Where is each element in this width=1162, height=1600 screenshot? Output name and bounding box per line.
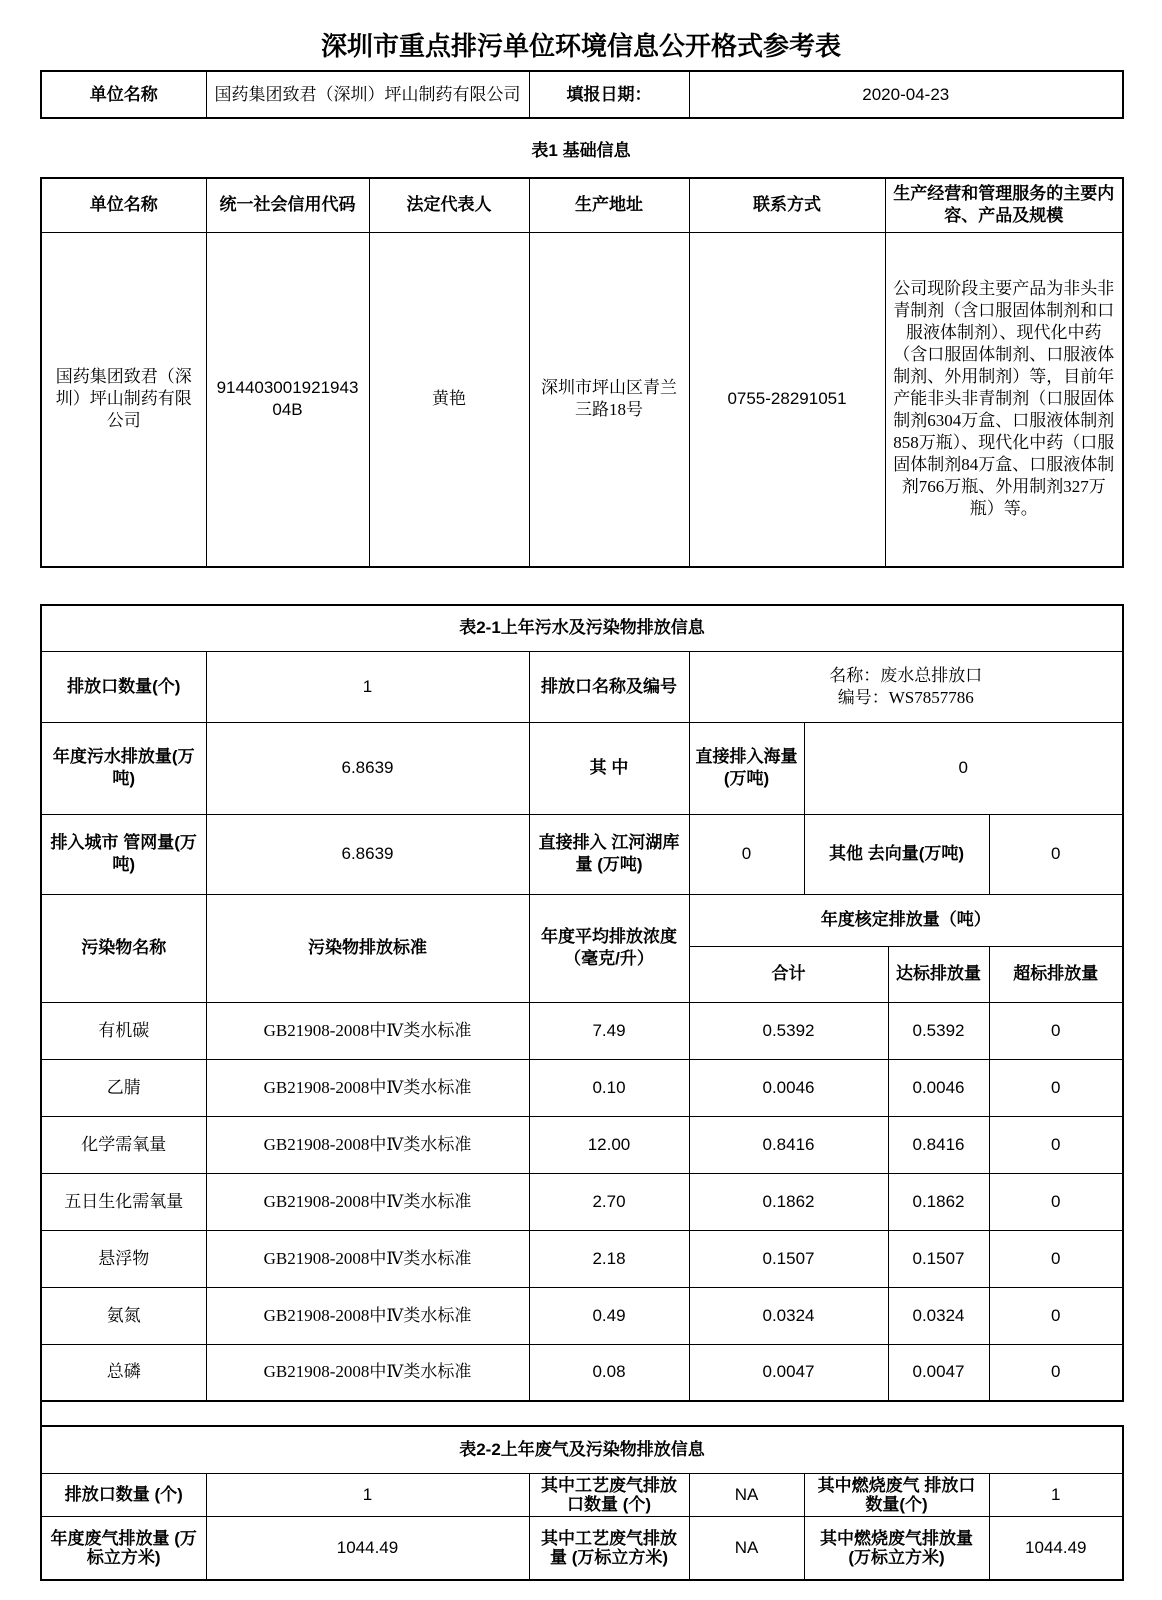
pollutant-concentration: 7.49 (529, 1002, 689, 1059)
pollutant-excess: 0 (989, 1002, 1123, 1059)
pollutant-row-ammonia (41, 1287, 1123, 1344)
pollutant-name: 总磷 (41, 1344, 206, 1401)
wastewater-table (40, 604, 1124, 1402)
pollutant-standard: GB21908-2008中Ⅳ类水标准 (206, 1173, 529, 1230)
pollutant-compliant: 0.1507 (888, 1230, 989, 1287)
compliant-header: 达标排放量 (888, 946, 989, 1002)
gas-outlet-count-value: 1 (206, 1473, 529, 1516)
unit-name-value: 国药集团致君（深圳）坪山制药有限公司 (206, 71, 529, 118)
basic-info-table (40, 177, 1124, 568)
pollutant-name: 有机碳 (41, 1002, 206, 1059)
outlet-count-value: 1 (206, 651, 529, 722)
gas-volume-value: 1044.49 (206, 1516, 529, 1580)
pollutant-excess: 0 (989, 1287, 1123, 1344)
process-gas-outlet-label: 其中工艺废气排放口数量 (个) (529, 1473, 689, 1516)
empty-spacer-row (40, 1402, 1122, 1425)
pollutant-compliant: 0.0047 (888, 1344, 989, 1401)
cell-unit-name: 国药集团致君（深圳）坪山制药有限公司 (41, 232, 206, 567)
excess-header: 超标排放量 (989, 946, 1123, 1002)
pollutant-concentration: 2.70 (529, 1173, 689, 1230)
gas-outlet-count-row (41, 1473, 1123, 1516)
river-lake-value: 0 (689, 814, 804, 894)
annual-wastewater-row (41, 722, 1123, 814)
pollutant-concentration-header: 年度平均排放浓度（毫克/升） (529, 894, 689, 1002)
basic-info-data-row (41, 232, 1123, 567)
gas-volume-label: 年度废气排放量 (万标立方米) (41, 1516, 206, 1580)
report-date-value: 2020-04-23 (689, 71, 1123, 118)
pipe-network-value: 6.8639 (206, 814, 529, 894)
cell-legal-rep: 黄艳 (369, 232, 529, 567)
waste-gas-caption-row (41, 1426, 1123, 1473)
pollutant-excess: 0 (989, 1230, 1123, 1287)
pollutant-concentration: 12.00 (529, 1116, 689, 1173)
outlet-name-line: 名称：废水总排放口 (829, 665, 983, 685)
table1-caption: 表1 基础信息 (531, 141, 631, 160)
col-header-address: 生产地址 (529, 178, 689, 232)
pollutant-total: 0.0324 (689, 1287, 888, 1344)
gas-outlet-count-label: 排放口数量 (个) (41, 1473, 206, 1516)
pollutant-total: 0.8416 (689, 1116, 888, 1173)
pollutant-standard: GB21908-2008中Ⅳ类水标准 (206, 1116, 529, 1173)
outlet-count-label: 排放口数量(个) (41, 651, 206, 722)
table2-1-caption: 表2-1上年污水及污染物排放信息 (41, 605, 1123, 651)
process-gas-volume-value: NA (689, 1516, 804, 1580)
pollutant-row-acetonitrile (41, 1059, 1123, 1116)
pollutant-concentration: 0.08 (529, 1344, 689, 1401)
total-header: 合计 (689, 946, 888, 1002)
pollutant-name: 化学需氧量 (41, 1116, 206, 1173)
report-date-label: 填报日期： (529, 71, 689, 118)
pollutant-row-cod (41, 1116, 1123, 1173)
other-destination-value: 0 (989, 814, 1123, 894)
pollutant-total: 0.1507 (689, 1230, 888, 1287)
among-which-label: 其 中 (529, 722, 689, 814)
pipe-network-row (41, 814, 1123, 894)
pollutant-total: 0.0047 (689, 1344, 888, 1401)
waste-gas-table (40, 1425, 1124, 1581)
pollutant-compliant: 0.0046 (888, 1059, 989, 1116)
pollutant-standard: GB21908-2008中Ⅳ类水标准 (206, 1287, 529, 1344)
table2-2-caption: 表2-2上年废气及污染物排放信息 (41, 1426, 1123, 1473)
cell-address: 深圳市坪山区青兰三路18号 (529, 232, 689, 567)
unit-date-table (40, 70, 1124, 119)
outlet-name-value (689, 651, 1123, 722)
pollutant-total: 0.1862 (689, 1173, 888, 1230)
pipe-network-label: 排入城市 管网量(万吨) (41, 814, 206, 894)
combustion-gas-outlet-label: 其中燃烧废气 排放口数量(个) (804, 1473, 989, 1516)
pollutant-name: 乙腈 (41, 1059, 206, 1116)
pollutant-standard: GB21908-2008中Ⅳ类水标准 (206, 1230, 529, 1287)
pollutant-row-organic-carbon (41, 1002, 1123, 1059)
cell-credit-code: 91440300192194304B (206, 232, 369, 567)
pollutant-excess: 0 (989, 1344, 1123, 1401)
pollutant-compliant: 0.0324 (888, 1287, 989, 1344)
pollutant-standard: GB21908-2008中Ⅳ类水标准 (206, 1002, 529, 1059)
pollutant-name-header: 污染物名称 (41, 894, 206, 1002)
pollutant-compliant: 0.5392 (888, 1002, 989, 1059)
pollutant-name: 五日生化需氧量 (41, 1173, 206, 1230)
pollutant-excess: 0 (989, 1173, 1123, 1230)
annual-wastewater-value: 6.8639 (206, 722, 529, 814)
direct-to-sea-label: 直接排入海量(万吨) (689, 722, 804, 814)
outlet-code-line: 编号：WS7857786 (837, 687, 974, 707)
page-title: 深圳市重点排污单位环境信息公开格式参考表 (320, 31, 841, 61)
col-header-legal-rep: 法定代表人 (369, 178, 529, 232)
pollutant-total: 0.0046 (689, 1059, 888, 1116)
pollutant-name: 氨氮 (41, 1287, 206, 1344)
pollutant-excess: 0 (989, 1116, 1123, 1173)
pollutant-row-total-phosphorus (41, 1344, 1123, 1401)
pollutant-compliant: 0.8416 (888, 1116, 989, 1173)
pollutant-header-row-top (41, 894, 1123, 946)
col-header-credit-code: 统一社会信用代码 (206, 178, 369, 232)
direct-to-sea-value: 0 (804, 722, 1123, 814)
river-lake-label: 直接排入 江河湖库量 (万吨) (529, 814, 689, 894)
combustion-gas-outlet-value: 1 (989, 1473, 1123, 1516)
annual-wastewater-label: 年度污水排放量(万吨) (41, 722, 206, 814)
combustion-gas-volume-value: 1044.49 (989, 1516, 1123, 1580)
process-gas-outlet-value: NA (689, 1473, 804, 1516)
pollutant-concentration: 0.49 (529, 1287, 689, 1344)
pollutant-row-bod5 (41, 1173, 1123, 1230)
other-destination-label: 其他 去向量(万吨) (804, 814, 989, 894)
pollutant-standard-header: 污染物排放标准 (206, 894, 529, 1002)
process-gas-volume-label: 其中工艺废气排放量 (万标立方米) (529, 1516, 689, 1580)
gas-volume-row (41, 1516, 1123, 1580)
pollutant-name: 悬浮物 (41, 1230, 206, 1287)
basic-info-header-row (41, 178, 1123, 232)
col-header-contact: 联系方式 (689, 178, 885, 232)
outlet-name-label: 排放口名称及编号 (529, 651, 689, 722)
combustion-gas-volume-label: 其中燃烧废气排放量 (万标立方米) (804, 1516, 989, 1580)
col-header-unit-name: 单位名称 (41, 178, 206, 232)
unit-name-label: 单位名称 (41, 71, 206, 118)
outlet-count-row (41, 651, 1123, 722)
annual-approved-header: 年度核定排放量（吨） (689, 894, 1123, 946)
pollutant-standard: GB21908-2008中Ⅳ类水标准 (206, 1059, 529, 1116)
cell-contact: 0755-28291051 (689, 232, 885, 567)
pollutant-concentration: 0.10 (529, 1059, 689, 1116)
pollutant-compliant: 0.1862 (888, 1173, 989, 1230)
unit-date-row (41, 71, 1123, 118)
col-header-products: 生产经营和管理服务的主要内容、产品及规模 (885, 178, 1123, 232)
pollutant-row-suspended-solids (41, 1230, 1123, 1287)
pollutant-concentration: 2.18 (529, 1230, 689, 1287)
pollutant-excess: 0 (989, 1059, 1123, 1116)
pollutant-standard: GB21908-2008中Ⅳ类水标准 (206, 1344, 529, 1401)
cell-products: 公司现阶段主要产品为非头非青制剂（含口服固体制剂和口服液体制剂）、现代化中药（含口服固体制剂、口服液体制剂、外用制剂）等，目前年产能非头非青制剂（口服固体制剂6304万盒、口服液体制剂858万瓶）、现代化中药（口服固体制剂84万盒、口服液体制剂766万瓶、外用制剂327万瓶）等。 (885, 232, 1123, 567)
pollutant-total: 0.5392 (689, 1002, 888, 1059)
wastewater-caption-row (41, 605, 1123, 651)
